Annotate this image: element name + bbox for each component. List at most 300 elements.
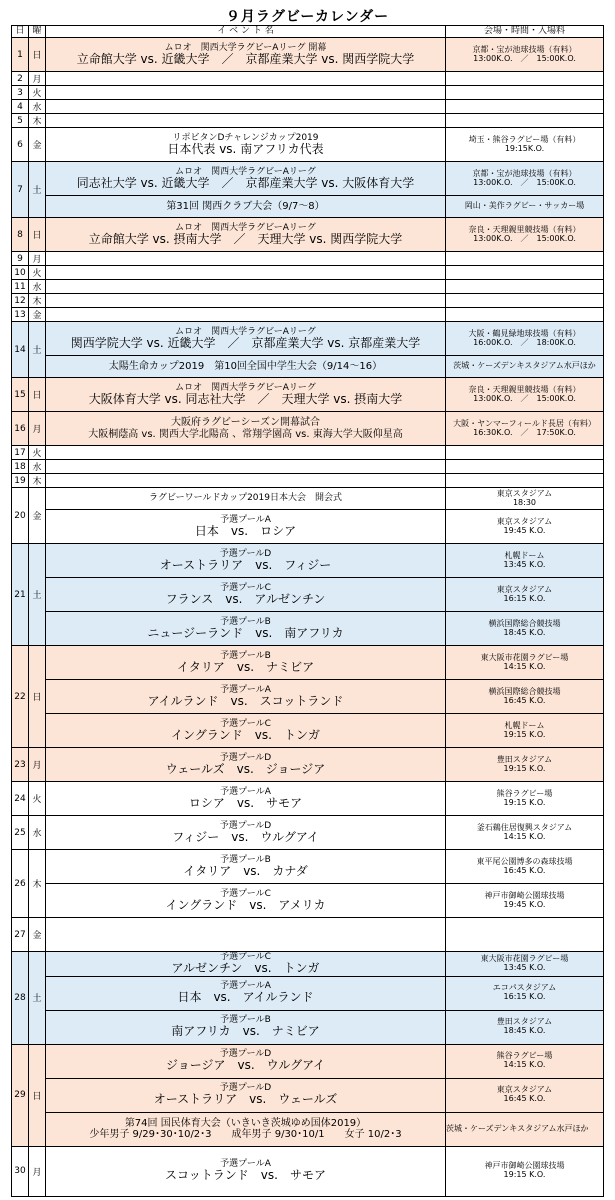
event-subtitle: 予選プールD (219, 820, 272, 831)
venue-cell (446, 356, 604, 378)
event-subtitle: ムロオ 関西大学ラグビーAリーグ (175, 382, 316, 393)
venue-name: 横浜国際総合競技場 (488, 686, 561, 696)
event-cell (46, 1146, 446, 1196)
venue-cell (446, 488, 604, 510)
event-subtitle: 大阪府ラグビーシーズン開幕試合 (171, 417, 320, 429)
event-subtitle: ムロオ 関西大学ラグビーAリーグ (175, 326, 316, 337)
event-cell (46, 510, 446, 544)
venue-name: 札幌ドーム (504, 550, 545, 560)
kickoff-time: 13:00K.O. ／ 15:00K.O. (473, 393, 576, 403)
kickoff-time: 19:15 K.O. (503, 797, 546, 807)
kickoff-time: 14:15 K.O. (503, 831, 546, 841)
venue-cell (446, 460, 604, 474)
weekday-cell: 月 (29, 72, 46, 86)
venue-cell (446, 252, 604, 266)
kickoff-time: 19:45 K.O. (503, 899, 546, 909)
venue-cell (446, 1010, 604, 1044)
event-title: イングランド vs. トンガ (171, 727, 320, 742)
weekday-cell: 土 (29, 322, 46, 378)
table-row (12, 850, 604, 884)
venue-cell (446, 266, 604, 280)
event-cell (46, 714, 446, 748)
event-cell (46, 114, 446, 128)
day-cell: 16 (12, 412, 29, 446)
venue-cell (446, 918, 604, 952)
event-subtitle: 予選プールC (220, 582, 271, 593)
weekday-cell: 金 (29, 488, 46, 544)
day-cell: 6 (12, 128, 29, 162)
table-row (12, 218, 604, 252)
event-cell (46, 196, 446, 218)
event-title: ウェールズ vs. ジョージア (165, 761, 326, 776)
weekday-cell: 火 (29, 266, 46, 280)
table-row (12, 280, 604, 294)
event-subtitle: 予選プールC (220, 718, 271, 729)
event-cell (46, 544, 446, 578)
venue-cell (446, 884, 604, 918)
venue-cell (446, 510, 604, 544)
venue-name: 茨城・ケーズデンキスタジアム水戸ほか (453, 361, 596, 371)
event-title: イタリア vs. カナダ (183, 863, 308, 878)
weekday-cell: 土 (29, 162, 46, 218)
kickoff-time: 16:45 K.O. (503, 865, 546, 875)
weekday-cell: 火 (29, 86, 46, 100)
weekday-cell: 火 (29, 446, 46, 460)
day-cell: 25 (12, 816, 29, 850)
event-cell (46, 378, 446, 412)
table-row (12, 544, 604, 578)
venue-cell (446, 86, 604, 100)
table-row (12, 782, 604, 816)
kickoff-time: 18:45 K.O. (503, 627, 546, 637)
venue-cell (446, 218, 604, 252)
event-cell (46, 1078, 446, 1112)
event-title: 大阪桐蔭高 vs. 関西大学北陽高 、常翔学園高 vs. 東海大学大阪仰星高 (88, 428, 403, 440)
table-row (12, 918, 604, 952)
table-row (12, 266, 604, 280)
calendar-table (11, 25, 604, 1197)
event-cell (46, 612, 446, 646)
venue-name: 奈良・天理親里競技場（有料） (468, 384, 581, 394)
event-cell (46, 952, 446, 977)
event-subtitle: 第74回 国民体育大会（いきいき茨城ゆめ国体2019） (124, 1117, 367, 1129)
day-cell: 7 (12, 162, 29, 218)
weekday-cell: 水 (29, 460, 46, 474)
event-title: フィジー vs. ウルグアイ (172, 829, 319, 844)
venue-cell (446, 412, 604, 446)
table-row (12, 680, 604, 714)
event-title: 日本代表 vs. 南アフリカ代表 (167, 141, 324, 156)
weekday-cell: 日 (29, 38, 46, 72)
kickoff-time: 16:45 K.O. (503, 695, 546, 705)
event-title: 立命館大学 vs. 近畿大学 ／ 京都産業大学 vs. 関西学院大学 (76, 51, 415, 66)
day-cell: 17 (12, 446, 29, 460)
event-cell (46, 1112, 446, 1146)
event-title: ニュージーランド vs. 南アフリカ (147, 625, 344, 640)
event-subtitle: 予選プールD (219, 548, 272, 559)
day-cell: 11 (12, 280, 29, 294)
venue-cell (446, 782, 604, 816)
event-cell (46, 86, 446, 100)
event-title: イタリア vs. ナミビア (176, 659, 315, 674)
event-subtitle: 予選プールB (220, 650, 271, 661)
day-cell: 8 (12, 218, 29, 252)
kickoff-time: 18:45 K.O. (503, 1026, 546, 1036)
calendar-title: ９月ラグビーカレンダー (225, 9, 390, 25)
venue-cell (446, 612, 604, 646)
day-cell: 19 (12, 474, 29, 488)
table-row (12, 510, 604, 544)
venue-name: 札幌ドーム (504, 720, 545, 730)
event-subtitle: ムロオ 関西大学ラグビーAリーグ (175, 222, 316, 233)
day-cell: 26 (12, 850, 29, 918)
event-cell (46, 748, 446, 782)
table-row (12, 322, 604, 356)
event-subtitle: リポビタンDチャレンジカップ2019 (172, 132, 319, 143)
day-cell: 18 (12, 460, 29, 474)
venue-name: 神戸市御崎公園球技場 (484, 890, 565, 900)
day-cell: 1 (12, 38, 29, 72)
weekday-cell: 日 (29, 218, 46, 252)
weekday-cell: 日 (29, 646, 46, 748)
event-title: オーストラリア vs. ウェールズ (153, 1092, 338, 1107)
venue-name: 東大阪市花園ラグビー場 (480, 652, 569, 662)
weekday-cell: 金 (29, 308, 46, 322)
event-cell (46, 100, 446, 114)
kickoff-time: 16:30K.O. ／ 17:50K.O. (473, 427, 576, 437)
table-row (12, 1078, 604, 1112)
table-row (12, 578, 604, 612)
venue-name: 大阪・ヤンマーフィールド長居（有料） (453, 418, 596, 428)
event-title: 日本 vs. ロシア (194, 523, 297, 538)
venue-cell (446, 128, 604, 162)
event-cell (46, 280, 446, 294)
event-cell (46, 578, 446, 612)
day-cell: 13 (12, 308, 29, 322)
venue-cell (446, 850, 604, 884)
day-cell: 14 (12, 322, 29, 378)
venue-cell (446, 196, 604, 218)
venue-name: 神戸市御崎公園球技場 (484, 1161, 565, 1171)
header-row (12, 26, 604, 38)
event-title: 関西学院大学 vs. 近畿大学 ／ 京都産業大学 vs. 京都産業大学 (70, 335, 421, 350)
table-row (12, 976, 604, 1010)
kickoff-time: 13:00K.O. ／ 15:00K.O. (473, 177, 576, 187)
event-cell (46, 294, 446, 308)
event-cell (46, 412, 446, 446)
day-cell: 23 (12, 748, 29, 782)
venue-cell (446, 952, 604, 977)
table-row (12, 460, 604, 474)
day-cell: 27 (12, 918, 29, 952)
event-cell (46, 218, 446, 252)
event-subtitle: 予選プールA (220, 981, 271, 992)
day-cell: 30 (12, 1146, 29, 1196)
event-cell (46, 816, 446, 850)
event-cell (46, 1044, 446, 1078)
table-row (12, 162, 604, 196)
event-cell (46, 252, 446, 266)
venue-name: 豊田スタジアム (496, 754, 553, 764)
event-title: 太陽生命カップ2019 第10回全国中学生大会（9/14～16） (108, 360, 383, 372)
kickoff-time: 16:15 K.O. (503, 992, 546, 1002)
event-cell (46, 976, 446, 1010)
event-title: オーストラリア vs. フィジー (159, 557, 332, 572)
event-subtitle: 予選プールA (220, 514, 271, 525)
venue-name: 大阪・鶴見緑地球技場（有料） (468, 328, 581, 338)
venue-cell (446, 446, 604, 460)
table-row (12, 714, 604, 748)
table-row (12, 748, 604, 782)
venue-cell (446, 1044, 604, 1078)
weekday-cell: 火 (29, 782, 46, 816)
venue-cell (446, 1078, 604, 1112)
event-cell (46, 72, 446, 86)
event-cell (46, 680, 446, 714)
table-row (12, 488, 604, 510)
venue-cell (446, 748, 604, 782)
table-row (12, 816, 604, 850)
table-row (12, 356, 604, 378)
event-title: フランス vs. アルゼンチン (165, 591, 326, 606)
event-subtitle: 予選プールA (220, 786, 271, 797)
event-subtitle: 予選プールC (220, 888, 271, 899)
venue-cell (446, 294, 604, 308)
kickoff-time: 14:15 K.O. (503, 661, 546, 671)
weekday-cell: 水 (29, 280, 46, 294)
event-cell (46, 850, 446, 884)
event-cell (46, 488, 446, 510)
event-cell (46, 474, 446, 488)
weekday-cell: 金 (29, 128, 46, 162)
event-subtitle: 予選プールA (220, 1159, 271, 1170)
table-row (12, 308, 604, 322)
event-title: アイルランド vs. スコットランド (147, 693, 344, 708)
kickoff-time: 19:15 K.O. (503, 1170, 546, 1180)
venue-name: 東平尾公園博多の森球技場 (476, 856, 573, 866)
weekday-cell: 月 (29, 252, 46, 266)
weekday-cell: 月 (29, 748, 46, 782)
weekday-cell: 木 (29, 294, 46, 308)
table-row (12, 378, 604, 412)
calendar-body (12, 38, 604, 1197)
event-cell (46, 322, 446, 356)
event-title: イングランド vs. アメリカ (165, 897, 326, 912)
venue-cell (446, 474, 604, 488)
header-day: 日 (12, 26, 29, 38)
day-cell: 21 (12, 544, 29, 646)
day-cell: 4 (12, 100, 29, 114)
venue-cell (446, 378, 604, 412)
weekday-cell: 日 (29, 1044, 46, 1146)
venue-cell (446, 38, 604, 72)
venue-name: エコパスタジアム (492, 983, 557, 993)
weekday-cell: 木 (29, 474, 46, 488)
event-cell (46, 308, 446, 322)
table-row (12, 72, 604, 86)
venue-cell (446, 714, 604, 748)
table-row (12, 612, 604, 646)
event-subtitle: 予選プールA (220, 684, 271, 695)
venue-cell (446, 100, 604, 114)
table-row (12, 446, 604, 460)
weekday-cell: 月 (29, 1146, 46, 1196)
event-cell (46, 646, 446, 680)
venue-name: 岡山・美作ラグビー・サッカー場 (464, 201, 585, 211)
event-subtitle: ムロオ 関西大学ラグビーAリーグ (175, 166, 316, 177)
event-title: 日本 vs. アイルランド (177, 990, 314, 1005)
venue-cell (446, 578, 604, 612)
event-subtitle: 予選プールD (219, 752, 272, 763)
event-cell (46, 918, 446, 952)
event-cell (46, 1010, 446, 1044)
venue-name: 東京スタジアム (496, 584, 553, 594)
venue-cell (446, 280, 604, 294)
venue-cell (446, 646, 604, 680)
day-cell: 28 (12, 952, 29, 1045)
venue-cell (446, 322, 604, 356)
table-row (12, 1146, 604, 1196)
event-subtitle: 予選プールB (220, 1015, 271, 1026)
weekday-cell: 土 (29, 952, 46, 1045)
venue-name: 熊谷ラグビー場 (496, 1051, 553, 1061)
kickoff-time: 13:00K.O. ／ 15:00K.O. (473, 53, 576, 63)
event-title: 南アフリカ vs. ナミビア (171, 1024, 320, 1039)
table-row (12, 474, 604, 488)
kickoff-time: 16:45 K.O. (503, 1094, 546, 1104)
event-cell (46, 782, 446, 816)
venue-cell (446, 114, 604, 128)
venue-name: 横浜国際総合競技場 (488, 618, 561, 628)
venue-name: 釜石鵜住居復興スタジアム (476, 822, 573, 832)
table-row (12, 38, 604, 72)
kickoff-time: 16:15 K.O. (503, 593, 546, 603)
event-subtitle: 予選プールD (219, 1083, 272, 1094)
table-row (12, 1112, 604, 1146)
event-title: アルゼンチン vs. トンガ (171, 961, 320, 976)
day-cell: 9 (12, 252, 29, 266)
kickoff-time: 13:00K.O. ／ 15:00K.O. (473, 233, 576, 243)
venue-name: 東京スタジアム (496, 1085, 553, 1095)
event-title: スコットランド vs. サモア (165, 1168, 326, 1183)
venue-cell (446, 308, 604, 322)
event-subtitle: 予選プールB (220, 854, 271, 865)
day-cell: 20 (12, 488, 29, 544)
venue-name: 京都・宝が池球技場（有料） (472, 168, 577, 178)
venue-name: 東大阪市花園ラグビー場 (480, 953, 569, 963)
table-row (12, 196, 604, 218)
venue-name: 東京スタジアム (496, 516, 553, 526)
header-venue: 会場・時間・入場料 (446, 26, 604, 38)
venue-cell (446, 162, 604, 196)
venue-cell (446, 976, 604, 1010)
weekday-cell: 木 (29, 114, 46, 128)
venue-cell (446, 680, 604, 714)
event-cell (46, 266, 446, 280)
venue-cell (446, 72, 604, 86)
table-row (12, 294, 604, 308)
day-cell: 3 (12, 86, 29, 100)
event-cell (46, 460, 446, 474)
table-row (12, 1010, 604, 1044)
weekday-cell: 日 (29, 378, 46, 412)
event-subtitle: ムロオ 関西大学ラグビーAリーグ 開幕 (164, 42, 327, 53)
table-row (12, 412, 604, 446)
day-cell: 29 (12, 1044, 29, 1146)
day-cell: 2 (12, 72, 29, 86)
venue-name: 茨城・ケーズデンキスタジアム水戸ほか (446, 1123, 589, 1133)
table-row (12, 86, 604, 100)
day-cell: 24 (12, 782, 29, 816)
kickoff-time: 14:15 K.O. (503, 1060, 546, 1070)
table-row (12, 100, 604, 114)
event-title: 同志社大学 vs. 近畿大学 ／ 京都産業大学 vs. 大阪体育大学 (76, 175, 415, 190)
table-row (12, 952, 604, 977)
event-cell (46, 162, 446, 196)
event-title: ロシア vs. サモア (188, 795, 303, 810)
kickoff-time: 19:15 K.O. (503, 729, 546, 739)
event-title: 第31回 関西クラブ大会（9/7～8） (166, 200, 325, 212)
event-cell (46, 356, 446, 378)
table-row (12, 1044, 604, 1078)
kickoff-time: 19:15K.O. (504, 143, 545, 153)
venue-name: 豊田スタジアム (496, 1017, 553, 1027)
weekday-cell: 木 (29, 850, 46, 918)
event-cell (46, 128, 446, 162)
kickoff-time: 18:30 (512, 497, 537, 507)
event-title: ジョージア vs. ウルグアイ (165, 1058, 325, 1073)
venue-name: 奈良・天理親里競技場（有料） (468, 224, 581, 234)
weekday-cell: 土 (29, 544, 46, 646)
venue-name: 京都・宝が池球技場（有料） (472, 44, 577, 54)
venue-cell (446, 544, 604, 578)
table-row (12, 252, 604, 266)
table-row (12, 646, 604, 680)
weekday-cell: 月 (29, 412, 46, 446)
weekday-cell: 水 (29, 816, 46, 850)
day-cell: 5 (12, 114, 29, 128)
event-cell (46, 884, 446, 918)
event-title: 大阪体育大学 vs. 同志社大学 ／ 天理大学 vs. 摂南大学 (88, 391, 403, 406)
kickoff-time: 13:45 K.O. (503, 962, 546, 972)
day-cell: 12 (12, 294, 29, 308)
venue-name: 埼玉・熊谷ラグビー場（有料） (468, 134, 581, 144)
kickoff-time: 13:45 K.O. (503, 559, 546, 569)
event-cell (46, 446, 446, 460)
header-dow: 曜 (29, 26, 46, 38)
kickoff-time: 19:15 K.O. (503, 763, 546, 773)
event-title: 少年男子 9/29･30･10/2･3 成年男子 9/30･10/1 女子 10/2･3 (89, 1129, 402, 1141)
table-row (12, 114, 604, 128)
event-title: 立命館大学 vs. 摂南大学 ／ 天理大学 vs. 関西学院大学 (88, 231, 403, 246)
weekday-cell: 水 (29, 100, 46, 114)
kickoff-time: 19:45 K.O. (503, 525, 546, 535)
table-row (12, 884, 604, 918)
day-cell: 22 (12, 646, 29, 748)
kickoff-time: 16:00K.O. ／ 18:00K.O. (473, 337, 576, 347)
table-row (12, 128, 604, 162)
header-event: イ ベ ン ト 名 (46, 26, 446, 38)
venue-cell (446, 1112, 604, 1146)
venue-name: 熊谷ラグビー場 (496, 788, 553, 798)
event-subtitle: 予選プールB (220, 616, 271, 627)
venue-cell (446, 1146, 604, 1196)
day-cell: 15 (12, 378, 29, 412)
event-title: ラグビーワールドカップ2019日本大会 開会式 (148, 493, 342, 504)
venue-cell (446, 816, 604, 850)
venue-name: 東京スタジアム (496, 488, 553, 498)
event-cell (46, 38, 446, 72)
